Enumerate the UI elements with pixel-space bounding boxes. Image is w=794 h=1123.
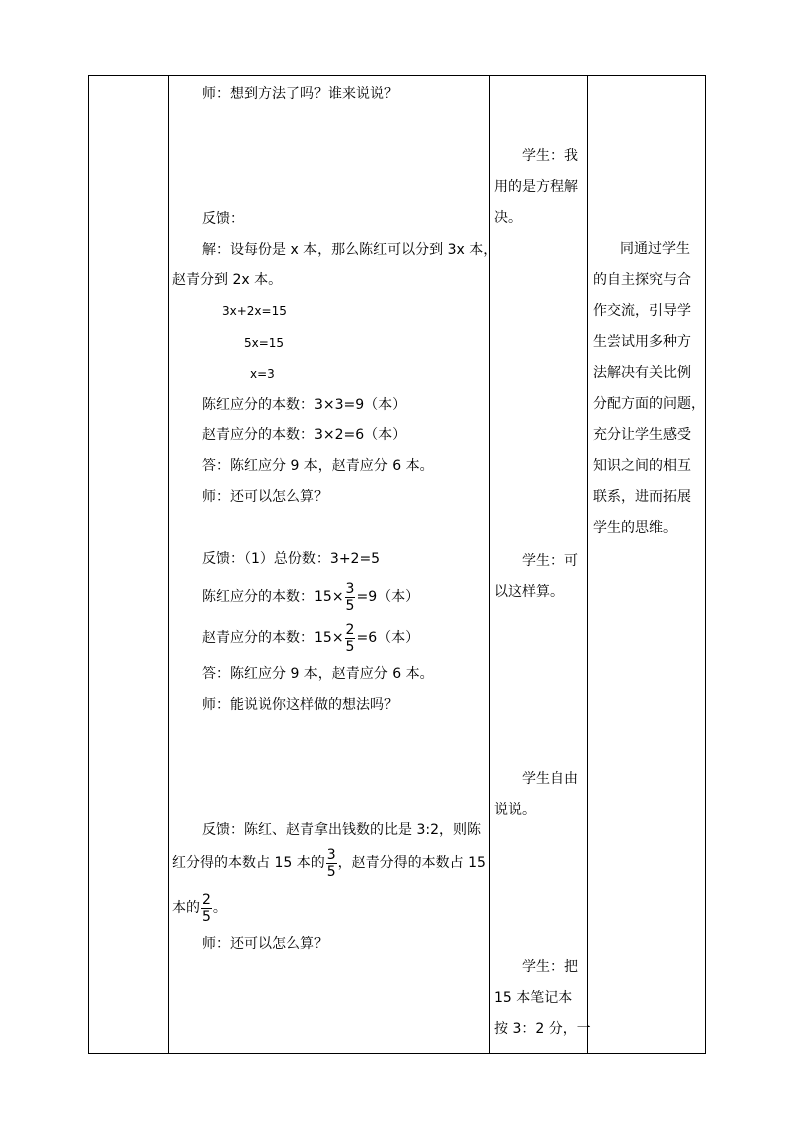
- student-response: 按 3：2 分，一: [494, 1021, 591, 1037]
- teacher-question: 师：能说说你这样做的想法吗？: [202, 697, 398, 713]
- student-response: 以这样算。: [494, 584, 564, 600]
- fraction: $\frac{3}{5}$: [326, 846, 336, 880]
- intent-text: 知识之间的相互: [593, 458, 691, 474]
- intent-text: 分配方面的问题，: [593, 396, 705, 412]
- intent-text: 学生的思维。: [593, 520, 677, 536]
- answer-line: 答：陈红应分 9 本，赵青应分 6 本。: [202, 458, 434, 474]
- answer-line: 答：陈红应分 9 本，赵青应分 6 本。: [202, 666, 434, 682]
- feedback-line: 反馈：陈红、赵青拿出钱数的比是 3:2，则陈: [202, 822, 481, 838]
- solution-line: 赵青分到 2x 本。: [172, 272, 283, 288]
- teacher-question: 师：还可以怎么算？: [202, 489, 328, 505]
- intent-text: 法解决有关比例: [593, 365, 691, 381]
- teacher-question: 师：还可以怎么算？: [202, 936, 328, 952]
- feedback-line: 本的 $\frac{2}{5}$ 。: [172, 891, 227, 925]
- column-divider: [489, 76, 490, 1053]
- calculation-line: 赵青应分的本数：3×2=6（本）: [202, 427, 407, 443]
- feedback-line: 反馈：（1）总份数：3+2=5: [202, 551, 381, 567]
- solution-line: 解：设每份是 x 本，那么陈红可以分到 3x 本，: [202, 242, 498, 258]
- calculation-line: 陈红应分的本数：15× $\frac{3}{5}$ =9（本）: [202, 580, 420, 614]
- student-response: 学生：把: [522, 959, 578, 975]
- student-response: 说说。: [494, 802, 536, 818]
- fraction: $\frac{3}{5}$: [345, 580, 355, 614]
- fraction: $\frac{2}{5}$: [345, 621, 355, 655]
- calculation-line: 陈红应分的本数：3×3=9（本）: [202, 397, 407, 413]
- student-response: 用的是方程解: [494, 179, 578, 195]
- intent-text: 的自主探究与合: [593, 272, 691, 288]
- intent-text: 生尝试用多种方: [593, 334, 691, 350]
- student-response: 决。: [494, 210, 522, 226]
- intent-text: 联系，进而拓展: [593, 489, 691, 505]
- calculation-line: 赵青应分的本数：15× $\frac{2}{5}$ =6（本）: [202, 621, 420, 655]
- fraction: $\frac{2}{5}$: [202, 891, 211, 925]
- student-response: 学生：可: [522, 553, 578, 569]
- feedback-line: 红分得的本数占 15 本的 $\frac{3}{5}$ ，赵青分得的本数占 15: [172, 846, 486, 880]
- column-divider: [168, 76, 169, 1053]
- student-response: 学生自由: [522, 771, 578, 787]
- feedback-label: 反馈：: [202, 211, 244, 227]
- intent-text: 充分让学生感受: [593, 427, 691, 443]
- student-response: 学生：我: [522, 148, 578, 164]
- column-divider: [587, 76, 588, 1053]
- equation-line: 5x=15: [244, 336, 285, 350]
- intent-text: 作交流，引导学: [593, 303, 691, 319]
- equation-line: x=3: [250, 367, 275, 381]
- equation-line: 3x+2x=15: [222, 304, 287, 318]
- teacher-question: 师：想到方法了吗？谁来说说？: [202, 86, 398, 102]
- intent-text: 同通过学生: [620, 241, 690, 257]
- student-response: 15 本笔记本: [494, 990, 573, 1006]
